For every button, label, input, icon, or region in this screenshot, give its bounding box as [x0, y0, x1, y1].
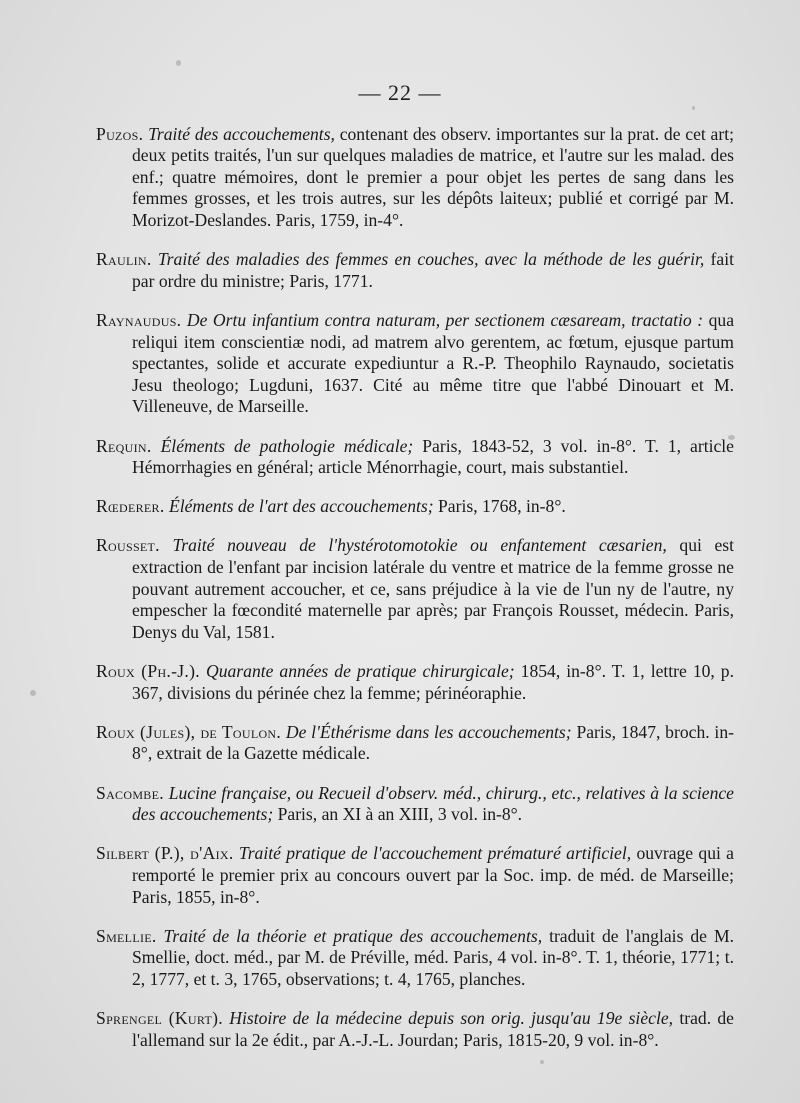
- ink-speck: [30, 690, 36, 696]
- author-name: Silbert (P.), d'Aix.: [96, 843, 234, 864]
- work-title: Histoire de la médecine depuis son orig. jusqu'au 19e siècle,: [229, 1008, 674, 1029]
- ink-speck: [176, 60, 181, 66]
- entry-details: 1854, in-8°. T. 1, lettre 10, p. 367, divisions du périnée chez la femme; périnéoraphie.: [132, 661, 735, 703]
- work-title: Éléments de pathologie médicale;: [160, 435, 414, 456]
- author-name: Roux (Ph.-J.).: [96, 661, 200, 682]
- author-name: Puzos.: [96, 123, 144, 144]
- author-name: Sacombe.: [96, 782, 164, 803]
- entry-details: Paris, 1843-52, 3 vol. in-8°. T. 1, article Hémorrhagies en général; article Ménorrhagie, court, mais substantiel.: [132, 435, 734, 478]
- bibliography-entry: [96, 496, 734, 518]
- bibliography-entry: [96, 783, 734, 826]
- entry-details: qui est extraction de l'enfant par incision latérale du ventre et matrice de la femme grosse ne pouvant autrement accoucher, et ce, sans préjudice à la vie de l'un ny de l'autre, ny empescher la fœcondité maternelle par après; par François Rousset, médecin. Paris, Denys du Val, 1581.: [132, 535, 734, 642]
- bibliography-entry: [96, 722, 734, 765]
- entry-details: traduit de l'anglais de M. Smellie, doct. méd., par M. de Préville, méd. Paris, 4 vol. in-8°. T. 1, théorie, 1771; t. 2, 1777, et t. 3, 1765, observations; t. 4, 1765, planches.: [132, 925, 734, 989]
- bibliography-entry: [96, 436, 734, 479]
- author-name: Smellie.: [96, 925, 157, 946]
- work-title: Lucine française, ou Recueil d'observ. méd., chirurg., etc., relatives à la science des accouchements;: [132, 782, 734, 825]
- entry-details: trad. de l'allemand sur la 2e édit., par A.-J.-L. Jourdan; Paris, 1815-20, 9 vol. in-8°.: [132, 1008, 734, 1050]
- work-title: De Ortu infantium contra naturam, per sectionem cæsaream, tractatio :: [186, 309, 704, 330]
- work-title: Éléments de l'art des accouchements;: [168, 496, 434, 517]
- work-title: Traité nouveau de l'hystérotomotokie ou enfantement cæsarien,: [172, 535, 667, 556]
- work-title: Traité des accouchements,: [148, 123, 335, 144]
- entry-details: fait par ordre du ministre; Paris, 1771.: [132, 249, 734, 291]
- bibliography-list: [96, 106, 734, 1067]
- author-name: Rousset.: [96, 535, 160, 556]
- work-title: Quarante années de pratique chirurgicale;: [206, 661, 515, 682]
- entry-details: ouvrage qui a remporté le premier prix au concours ouvert par la Soc. imp. de méd. de Marseille; Paris, 1855, in-8°.: [132, 843, 734, 907]
- author-name: Raulin.: [96, 249, 152, 270]
- bibliography-entry: [96, 124, 734, 232]
- entry-details: qua reliqui item conscientiæ nodi, ad matrem alvo gerentem, ac fœtum, ejusque partum spectantes, solide et accurate expediuntur a R.-P. Theophilo Raynaudo, societatis Jesu theologo; Lugduni, 1637. Cité au même titre que l'abbé Dinouart et M. Villeneuve, de Marseille.: [132, 309, 734, 417]
- author-name: Requin.: [96, 435, 152, 456]
- entry-details: contenant des observ. importantes sur la prat. de cet art; deux petits traités, l'un sur quelques maladies de matrice, et l'autre sur les malad. des enf.; quatre mémoires, dont le premier a pour objet les pertes de sang dans les femmes grosses, et les trois autres, sur les dépôts laiteux; publié et corrigé par M. Morizot-Deslandes. Paris, 1759, in-4°.: [132, 123, 734, 230]
- work-title: Traité des maladies des femmes en couches, avec la méthode de les guérir,: [157, 249, 705, 270]
- bibliography-entry: [96, 249, 734, 292]
- author-name: Raynaudus.: [96, 309, 182, 330]
- page-number: — 22 —: [358, 80, 442, 105]
- work-title: Traité de la théorie et pratique des accouchements,: [163, 925, 543, 946]
- author-name: Sprengel (Kurt).: [96, 1008, 223, 1029]
- author-name: Roux (Jules), de Toulon.: [96, 721, 282, 742]
- work-title: De l'Éthérisme dans les accouchements;: [285, 721, 572, 742]
- bibliography-entry: [96, 310, 734, 418]
- bibliography-entry: [96, 843, 734, 908]
- author-name: Rœderer.: [96, 496, 165, 517]
- entry-details: Paris, 1768, in-8°.: [438, 496, 566, 517]
- entry-details: Paris, 1847, broch. in-8°, extrait de la Gazette médicale.: [132, 721, 734, 764]
- bibliography-entry: [96, 661, 734, 704]
- bibliography-entry: [96, 535, 734, 643]
- work-title: Traité pratique de l'accouchement prématuré artificiel,: [238, 843, 632, 864]
- bibliography-entry: [96, 1008, 734, 1051]
- entry-details: Paris, an XI à an XIII, 3 vol. in-8°.: [277, 804, 523, 825]
- bibliography-entry: [96, 926, 734, 991]
